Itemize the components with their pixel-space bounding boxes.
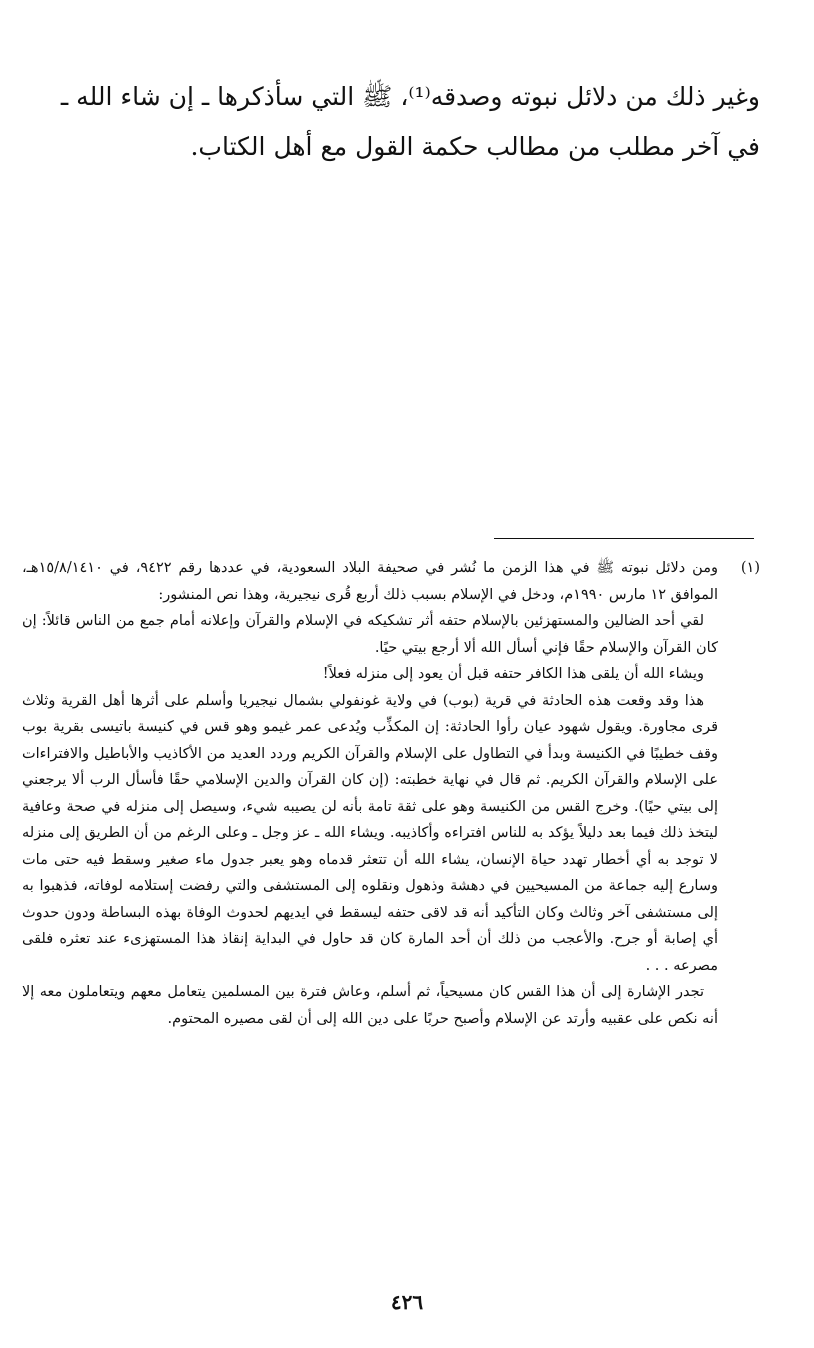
- footnote-1: [22, 555, 760, 1032]
- footnote-paragraph: ويشاء الله أن يلقى هذا الكافر حتفه قبل أن يعود إلى منزله فعلاً!: [322, 666, 704, 682]
- footnote-paragraph: لقي أحد الضالين والمستهزئين بالإسلام حتفه أثر تشكيكه في الإسلام والقرآن وإعلانه أمام جمع من الناس قائلاً: إن كان القرآن والإسلام حقًا فإني أسأل الله ألا أرجع بيتي حيًا.: [22, 613, 718, 656]
- footnote-body: [22, 555, 718, 1032]
- footnote-paragraph: هذا وقد وقعت هذه الحادثة في قرية (بوب) في ولاية غونفولي بشمال نيجيريا وأسلم على أثرها أهل القرية وثلاث قرى مجاورة. ويقول شهود عيان رأوا الحادثة: إن المكذِّب ويُدعى عمر غيمو وهو قس في كنيسة باتيسى بقرية بوب وقف خطيبًا في الكنيسة وبدأ في التطاول على الإسلام والقرآن الكريم وردد العديد من الأكاذيب والأباطيل والافتراءات على الإسلام والقرآن الكريم. ثم قال في نهاية خطبته: (إن كان القرآن والدين الإسلامي حقًا فأسأل الرب ألا يرجعني إلى بيتي حيًا). وخرج القس من الكنيسة وهو على ثقة تامة بأنه لن يصيبه شيء، وسيصل إلى منزله في صحة وعافية ليتخذ ذلك فيما بعد دليلاً يؤكد به للناس افتراءه وأكاذيبه. ويشاء الله ـ عز وجل ـ وعلى الرغم من أن الطريق إلى منزله لا توجد به أي أخطار تهدد حياة الإنسان، يشاء الله أن تتعثر قدماه وهو يعبر جدول ماء صغير وسقط فيه حتى مات وسارع إليه جماعة من المسيحيين في دهشة وذهول ونقلوه إلى المستشفى والتي رفضت إستلامه لوفاته، فذهبوا به إلى مستشفى آخر وثالث وكان التأكيد أنه قد لاقى حتفه ليسقط في ايديهم لحدوث الوفاة بهذه البساطة ودون حدوث أي إصابة أو جرح. والأعجب من ذلك أن أحد المارة كان قد حاول في البداية إنقاذ هذا المستهزىء عند تعثره فلقى مصرعه . . .: [22, 692, 719, 974]
- main-body-text: [22, 72, 760, 172]
- page-number: ٤٢٦: [390, 1290, 424, 1314]
- footnote-paragraph: تجدر الإشارة إلى أن هذا القس كان مسيحياً، ثم أسلم، وعاش فترة بين المسلمين يتعامل معهم ويتعاملون معه إلا أنه نكص على عقبيه وأرتد عن الإسلام وأصبح حربًا على دين الله إلى أن لقى مصيره المحتوم.: [22, 984, 718, 1027]
- footnote-paragraph: ومن دلائل نبوته ﷺ في هذا الزمن ما نُشر في صحيفة البلاد السعودية، في عددها رقم ٩٤٢٢، في ١٥/٨/١٤١٠هـ، الموافق ١٢ مارس ١٩٩٠م، ودخل في الإسلام بسبب ذلك أربع قُرى نيجيرية، وهذا نص المنشور:: [22, 560, 718, 603]
- footnote-divider: [494, 538, 754, 539]
- footnote-marker: (١): [740, 560, 760, 576]
- main-paragraph: وغير ذلك من دلائل نبوته وصدقه⁽¹⁾، ﷺ التي سأذكرها ـ إن شاء الله ـ في آخر مطلب من مطالب حكمة القول مع أهل الكتاب.: [60, 82, 760, 161]
- footnote-section: [22, 555, 760, 1032]
